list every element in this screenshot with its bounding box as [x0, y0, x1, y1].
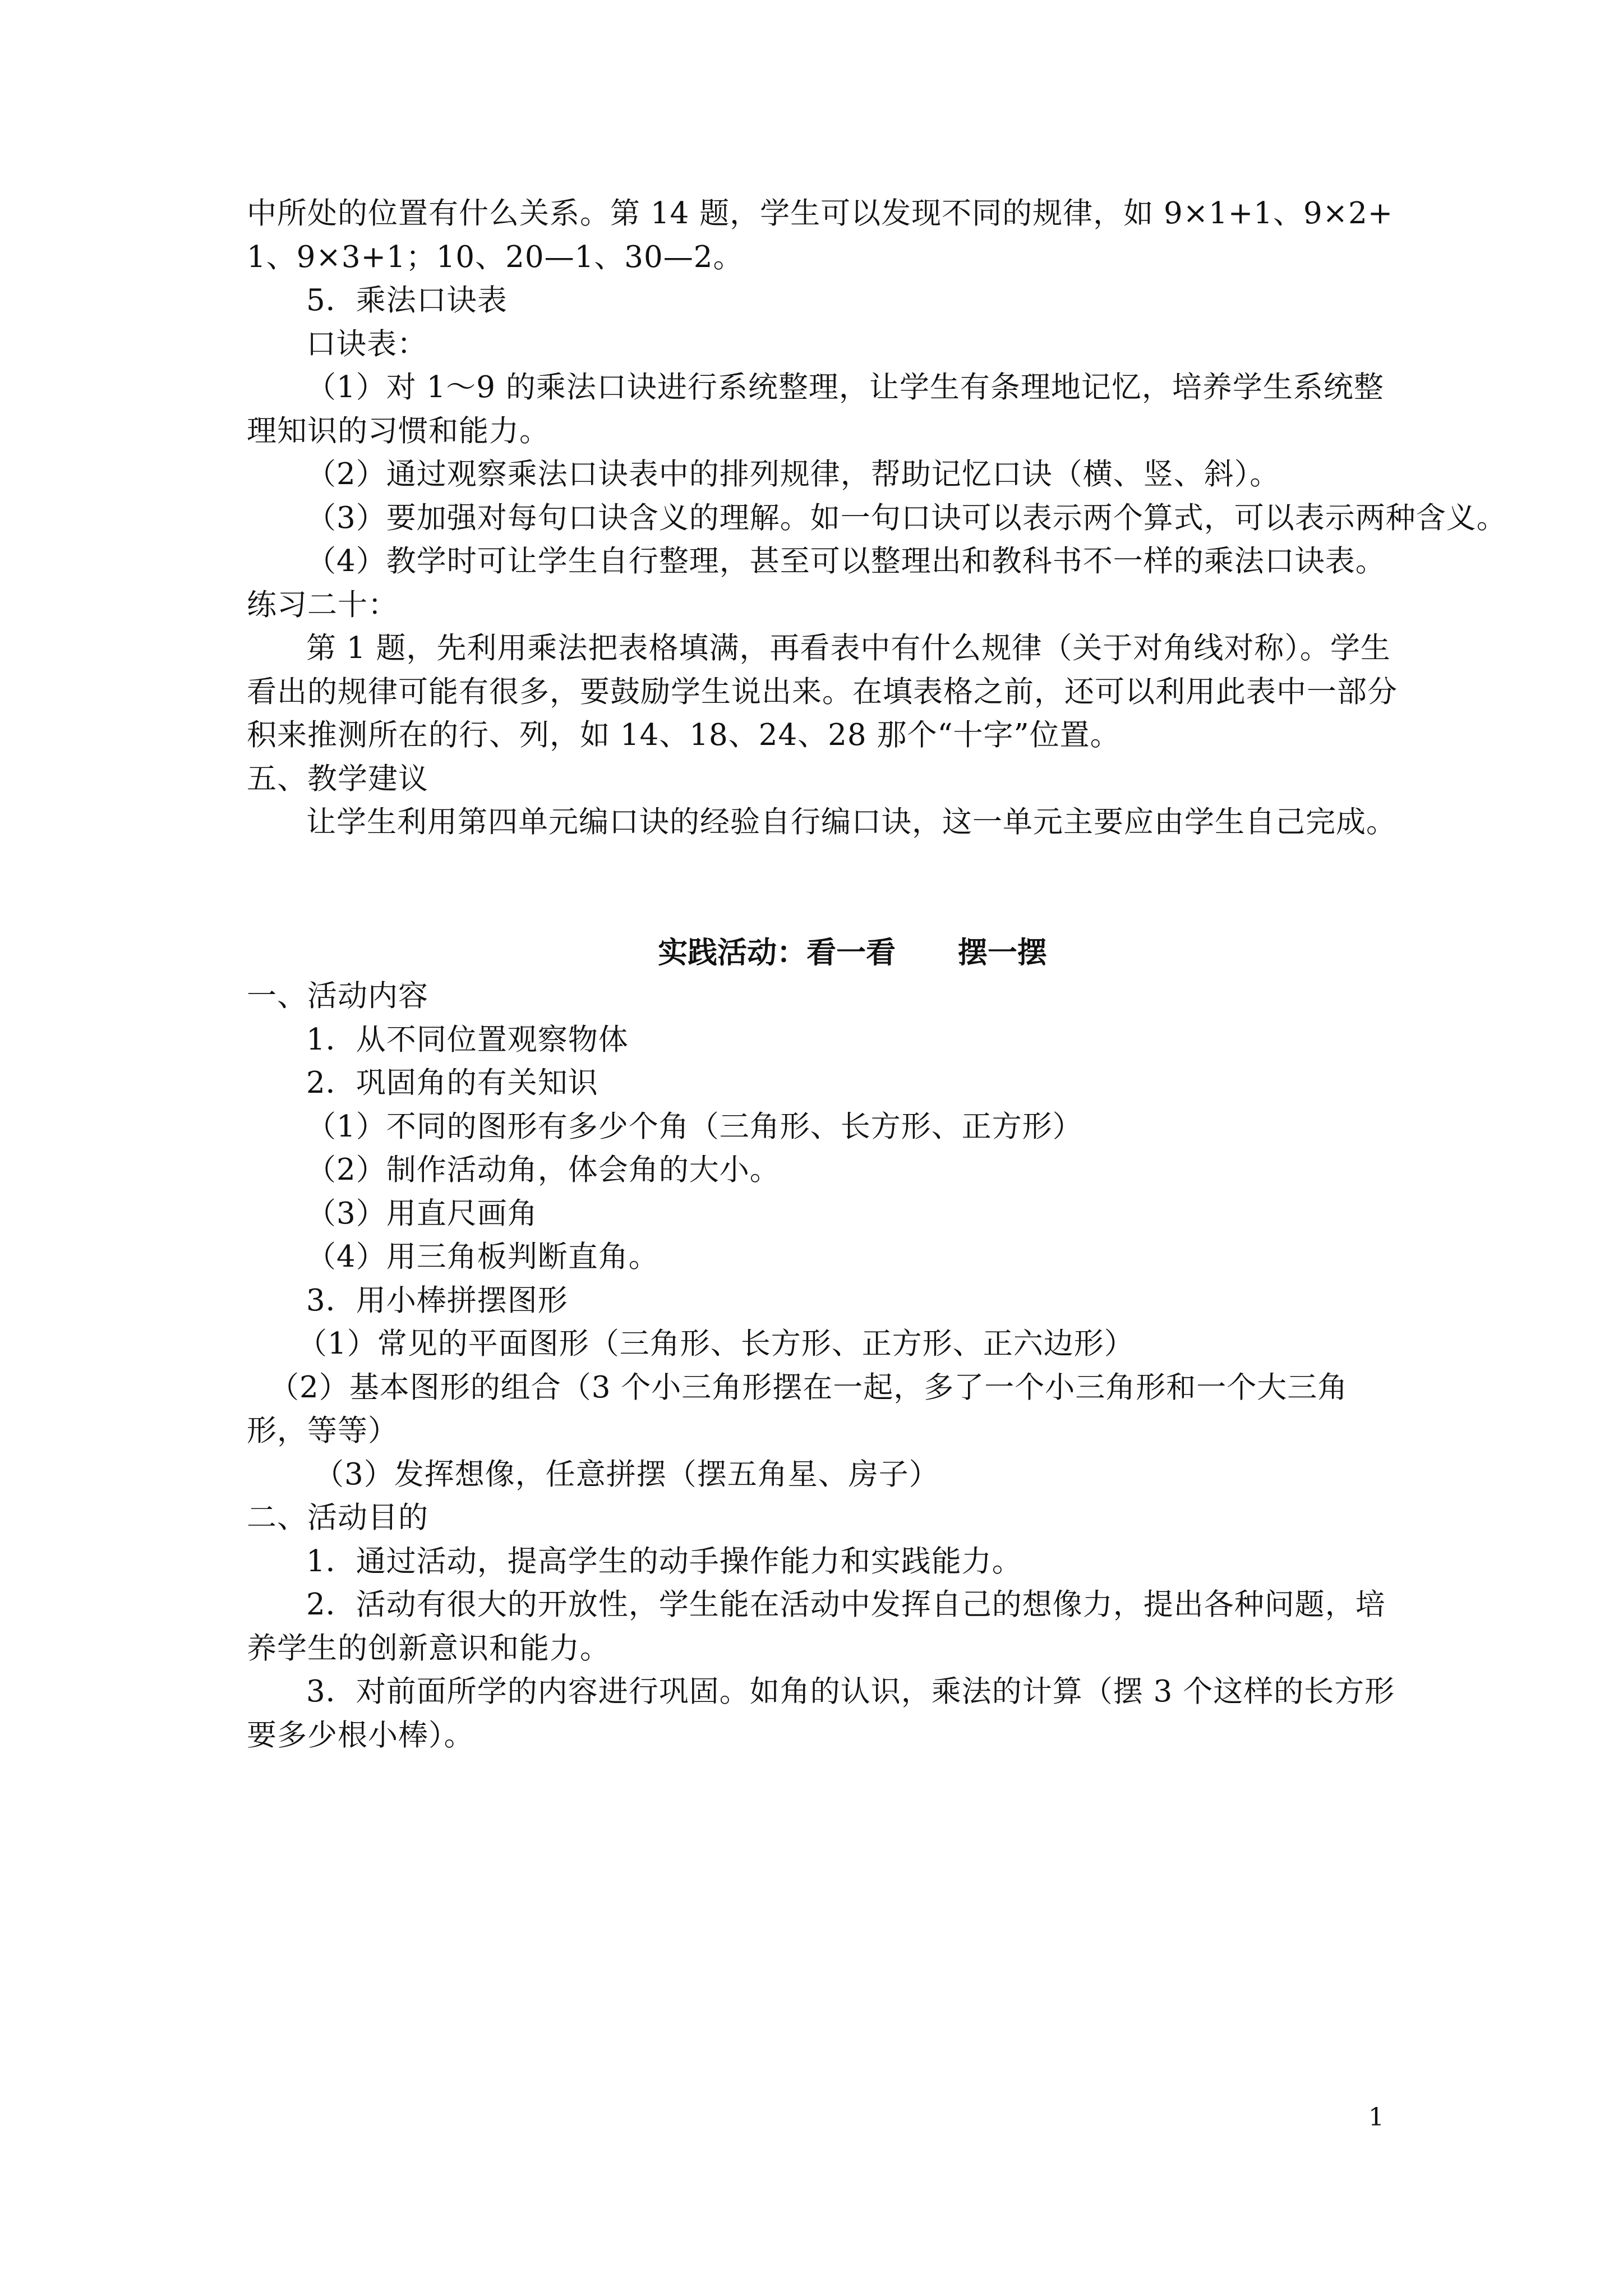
paragraph-continued: 中所处的位置有什么关系。第 14 题，学生可以发现不同的规律，如 9×1+1、9×2+1、9×3+1；10、20—1、30—2。	[247, 196, 1394, 274]
item-5-heading: 5．乘法口诀表	[306, 283, 508, 318]
content-item-2-3: （3）用直尺画角	[306, 1196, 538, 1231]
content-heading: 一、活动内容	[247, 979, 428, 1013]
section-gap	[247, 844, 1402, 931]
activity-title: 实践活动：看一看 摆一摆	[658, 935, 1047, 970]
content-item-1: 1．从不同位置观察物体	[306, 1022, 629, 1057]
goal-1: 1．通过活动，提高学生的动手操作能力和实践能力。	[306, 1544, 1022, 1579]
point-1: （1）对 1～9 的乘法口诀进行系统整理，让学生有条理地记忆，培养学生系统整理知识的习惯和能力。	[247, 370, 1384, 448]
content-item-2-1: （1）不同的图形有多少个角（三角形、长方形、正方形）	[306, 1109, 1083, 1144]
goals-heading: 二、活动目的	[247, 1501, 428, 1535]
exercise-text: 第 1 题，先利用乘法把表格填满，再看表中有什么规律（关于对角线对称）。学生看出的规律可能有很多，要鼓励学生说出来。在填表格之前，还可以利用此表中一部分积来推测所在的行、列，如 14、18、24、28 那个“十字”位置。	[247, 631, 1398, 752]
point-2: （2）通过观察乘法口诀表中的排列规律，帮助记忆口诀（横、竖、斜）。	[306, 457, 1280, 491]
content-item-2: 2．巩固角的有关知识	[306, 1066, 598, 1100]
suggestion-text: 让学生利用第四单元编口诀的经验自行编口诀，这一单元主要应由学生自己完成。	[306, 805, 1396, 839]
content-item-2-4: （4）用三角板判断直角。	[306, 1240, 659, 1274]
content-item-2-2: （2）制作活动角，体会角的大小。	[306, 1153, 780, 1187]
point-4: （4）教学时可让学生自行整理，甚至可以整理出和教科书不一样的乘法口诀表。	[306, 544, 1386, 578]
point-3: （3）要加强对每句口诀含义的理解。如一句口诀可以表示两个算式，可以表示两种含义。	[306, 500, 1507, 535]
content-item-3-3: （3）发挥想像，任意拼摆（摆五角星、房子）	[314, 1457, 939, 1492]
goal-2: 2．活动有很大的开放性，学生能在活动中发挥自己的想像力，提出各种问题，培养学生的创新意识和能力。	[247, 1588, 1386, 1665]
koujue-label: 口诀表：	[306, 326, 427, 361]
page-content	[247, 192, 1507, 1757]
suggestion-heading: 五、教学建议	[247, 761, 428, 796]
content-item-3-1: （1）常见的平面图形（三角形、长方形、正方形、正六边形）	[297, 1327, 1135, 1361]
goal-3: 3．对前面所学的内容进行巩固。如角的认识，乘法的计算（摆 3 个这样的长方形要多少根小棒）。	[247, 1674, 1395, 1752]
content-item-3: 3．用小棒拼摆图形	[306, 1283, 568, 1318]
exercise-label: 练习二十：	[247, 587, 398, 622]
page-number: 1	[1368, 2103, 1384, 2132]
content-item-3-2: （2）基本图形的组合（3 个小三角形摆在一起，多了一个小三角形和一个大三角形，等等）	[247, 1370, 1348, 1448]
